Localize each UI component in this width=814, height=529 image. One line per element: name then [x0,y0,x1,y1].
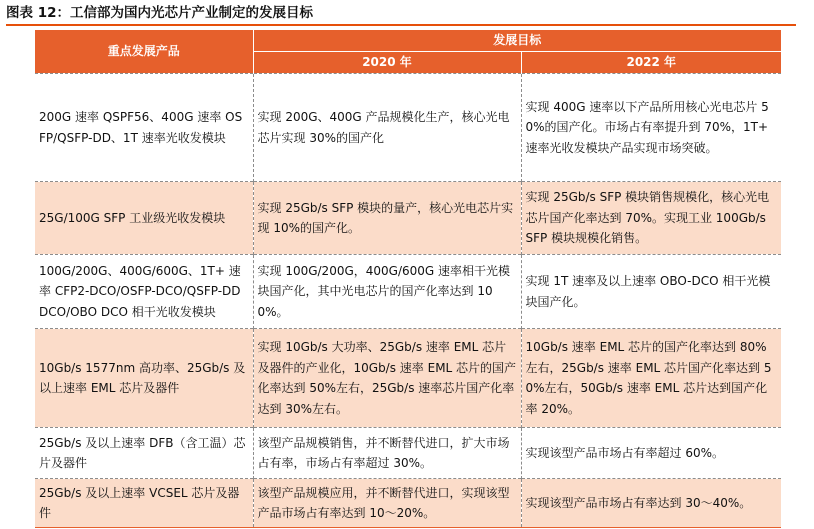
header-goals: 发展目标 [253,30,781,52]
header-2022: 2022 年 [521,52,781,74]
cell-product: 100G/200G、400G/600G、1T+ 速率 CFP2-DCO/OSFP-DCO/QSFP-DD DCO/OBO DCO 相干光收发模块 [35,255,253,329]
cell-product: 200G 速率 QSPF56、400G 速率 OSFP/QSFP-DD、1T 速率光收发模块 [35,74,253,182]
goals-table [35,30,781,528]
cell-2020: 实现 25Gb/s SFP 模块的量产，核心光电芯片实现 10%的国产化。 [253,182,521,255]
table-row [35,479,781,528]
cell-product: 25G/100G SFP 工业级光收发模块 [35,182,253,255]
cell-2022: 10Gb/s 速率 EML 芯片的国产化率达到 80%左右，25Gb/s 速率 EML 芯片国产化率达到 50%左右，50Gb/s 速率 EML 芯片达到国产化率 20%。 [521,329,781,428]
header-2020: 2020 年 [253,52,521,74]
cell-2022: 实现该型产品市场占有率超过 60%。 [521,428,781,479]
cell-2022: 实现 1T 速率及以上速率 OBO-DCO 相干光模块国产化。 [521,255,781,329]
cell-2022: 实现 25Gb/s SFP 模块销售规模化，核心光电芯片国产化率达到 70%。实现工业 100Gb/s SFP 模块规模化销售。 [521,182,781,255]
cell-product: 10Gb/s 1577nm 高功率、25Gb/s 及以上速率 EML 芯片及器件 [35,329,253,428]
cell-2020: 该型产品规模销售，并不断替代进口，扩大市场占有率，市场占有率超过 30%。 [253,428,521,479]
table-row [35,255,781,329]
cell-product: 25Gb/s 及以上速率 DFB（含工温）芯片及器件 [35,428,253,479]
table-row [35,182,781,255]
cell-2020: 实现 100G/200G，400G/600G 速率相干光模块国产化，其中光电芯片的国产化率达到 100%。 [253,255,521,329]
table-row [35,74,781,182]
cell-2020: 实现 200G、400G 产品规模化生产，核心光电芯片实现 30%的国产化 [253,74,521,182]
figure-caption: 图表 12：工信部为国内光芯片产业制定的发展目标 [6,2,796,26]
cell-2020: 该型产品规模应用，并不断替代进口，实现该型产品市场占有率达到 10～20%。 [253,479,521,528]
cell-2022: 实现 400G 速率以下产品所用核心光电芯片 50%的国产化。市场占有率提升到 70%，1T+ 速率光收发模块产品实现市场突破。 [521,74,781,182]
cell-2020: 实现 10Gb/s 大功率、25Gb/s 速率 EML 芯片及器件的产业化，10Gb/s 速率 EML 芯片的国产化率达到 50%左右，25Gb/s 速率芯片国产化率达到 30%左右。 [253,329,521,428]
table-row [35,428,781,479]
header-product: 重点发展产品 [35,30,253,74]
cell-2022: 实现该型产品市场占有率达到 30～40%。 [521,479,781,528]
cell-product: 25Gb/s 及以上速率 VCSEL 芯片及器件 [35,479,253,528]
table-row [35,329,781,428]
